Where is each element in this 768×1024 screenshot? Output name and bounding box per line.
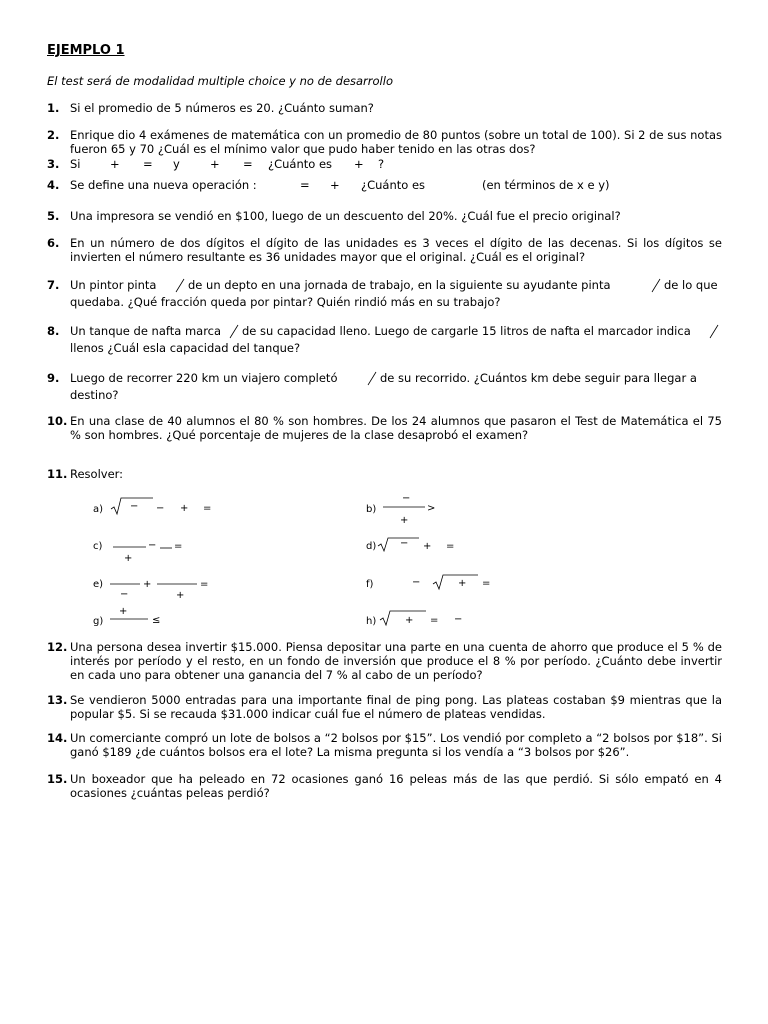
q3-part: = [243, 157, 253, 171]
question-number: 3. [47, 157, 60, 171]
page-title: EJEMPLO 1 [47, 43, 125, 58]
question-number: 5. [47, 209, 60, 223]
question-text: En un número de dos dígitos el dígito de las unidades es 3 veces el dígito de las decenas. Si los dígitos se invierten el número resultante es 36 unidades mayor que el original. ¿Cuál es el original? [70, 236, 722, 264]
exercise-label: d) [366, 541, 377, 552]
question-text: Enrique dio 4 exámenes de matemática con un promedio de 80 puntos (sobre un total de 100). Si 2 de sus notas fueron 65 y 70 ¿Cuál es el mínimo valor que pudo haber tenido en las otras dos? [70, 128, 722, 156]
question-number: 1. [47, 101, 60, 115]
q3-part: y [173, 157, 180, 171]
intro-text: El test será de modalidad multiple choice y no de desarrollo [47, 74, 393, 88]
exercise-symbol: − [120, 589, 129, 600]
question-text: Si el promedio de 5 números es 20. ¿Cuánto suman? [70, 101, 374, 115]
exercise-symbol: + [180, 503, 189, 514]
exercise-e [93, 579, 208, 601]
exercise-d [366, 538, 454, 552]
question-text: Una impresora se vendió en $100, luego de un descuento del 20%. ¿Cuál fue el precio original? [70, 209, 621, 223]
q4-part: + [330, 178, 340, 192]
question-text: Se vendieron 5000 entradas para una importante final de ping pong. Las plateas costaban $9 mientras que la popular $5. Si se recauda $31.000 indicar cuál fue el número de plateas vendidas. [70, 693, 722, 721]
question-number: 14. [47, 731, 68, 745]
question-text: Una persona desea invertir $15.000. Piensa depositar una parte en una cuenta de ahorro que produce el 5 % de interés por período y el resto, en un fondo de inversión que produce el 8 % por período. ¿Cuánto debe invertir en cada uno para obtener una ganancia del 7 % al cabo de un período? [70, 640, 722, 682]
exercise-symbol: = [482, 578, 491, 589]
q4-part: = [300, 178, 310, 192]
exercise-g [93, 606, 160, 627]
question-number: 12. [47, 640, 68, 654]
sqrt-sign [433, 575, 478, 589]
exercise-label: b) [366, 504, 377, 515]
q3-part: + [354, 157, 364, 171]
exercise-label: h) [366, 616, 377, 627]
exercise-symbol: > [427, 503, 436, 514]
q3-part: ? [378, 157, 385, 171]
q7-text: de lo que [664, 278, 718, 292]
q4-part: ¿Cuánto es [361, 178, 426, 192]
exercise-symbol: = [203, 503, 212, 514]
q7-text: Un pintor pinta [70, 278, 157, 292]
exercise-symbol: − [130, 501, 139, 512]
q3-part: + [210, 157, 220, 171]
exercise-symbol: − [148, 540, 157, 551]
exercise-symbol: = [430, 615, 439, 626]
exercise-label: c) [93, 541, 103, 552]
question-text: En una clase de 40 alumnos el 80 % son hombres. De los 24 alumnos que pasaron el Test de Matemática el 75 % son hombres. ¿Qué porcentaje de mujeres de la clase desaprobó el examen? [70, 414, 722, 442]
question-text: Resolver: [70, 467, 124, 481]
exercise-symbol: + [405, 615, 414, 626]
exercise-symbol: + [400, 515, 409, 526]
exercise-symbol: = [446, 541, 455, 552]
exercise-symbol: + [458, 578, 467, 589]
exercise-h [366, 611, 462, 627]
q3-part: Si [70, 157, 81, 171]
exercise-c [93, 540, 182, 564]
question-number: 4. [47, 178, 60, 192]
exercise-b [366, 493, 435, 526]
question-text: Un comerciante compró un lote de bolsos a “2 bolsos por $15”. Los vendió por completo a “2 bolsos por $18”. Si ganó $189 ¿de cuántos bolsos era el lote? La misma pregunta si los vendía a “3 bolsos por $26”. [70, 731, 722, 759]
q8-text: llenos ¿Cuál esla capacidad del tanque? [70, 341, 301, 355]
exercise-symbol: + [176, 590, 185, 601]
exercise-symbol: = [200, 579, 209, 590]
question-number: 13. [47, 693, 68, 707]
question-number: 8. [47, 324, 60, 338]
exercise-symbol: + [124, 553, 133, 564]
exercise-symbol: ≤ [152, 615, 161, 626]
q7-text: de un depto en una jornada de trabajo, en la siguiente su ayudante pinta [188, 278, 611, 292]
exercise-label: a) [93, 504, 104, 515]
exercise-symbol: + [143, 579, 152, 590]
exercise-a [93, 498, 211, 515]
q9-text: destino? [70, 388, 119, 402]
exercise-symbol: = [174, 541, 183, 552]
q3-part: + [110, 157, 120, 171]
sqrt-sign [378, 538, 419, 551]
exercise-symbol: − [454, 614, 463, 625]
question-number: 10. [47, 414, 68, 428]
q7-text: quedaba. ¿Qué fracción queda por pintar? Quién rindió más en su trabajo? [70, 295, 501, 309]
question-number: 15. [47, 772, 68, 786]
exercise-label: e) [93, 579, 104, 590]
exercise-symbol: − [156, 503, 165, 514]
question-number: 2. [47, 128, 60, 142]
q4-part: Se define una nueva operación : [70, 178, 257, 192]
exercise-symbol: − [400, 538, 409, 549]
q9-text: de su recorrido. ¿Cuántos km debe seguir para llegar a [380, 371, 697, 385]
question-number: 7. [47, 278, 60, 292]
question-number: 9. [47, 371, 60, 385]
exercise-f [366, 575, 490, 590]
sqrt-sign [380, 611, 426, 625]
question-number: 11. [47, 467, 68, 481]
exercise-symbol: − [402, 493, 411, 504]
q9-text: Luego de recorrer 220 km un viajero completó [70, 371, 338, 385]
q8-text: Un tanque de nafta marca [70, 324, 222, 338]
exercise-label: f) [366, 579, 374, 590]
exercise-symbol: + [423, 541, 432, 552]
q3-part: ¿Cuánto es [268, 157, 333, 171]
exercise-symbol: − [412, 577, 421, 588]
q8-text: de su capacidad lleno. Luego de cargarle 15 litros de nafta el marcador indica [242, 324, 691, 338]
question-number: 6. [47, 236, 60, 250]
exercise-label: g) [93, 616, 104, 627]
question-text: Un boxeador que ha peleado en 72 ocasiones ganó 16 peleas más de las que perdió. Si sólo empató en 4 ocasiones ¿cuántas peleas perdió? [70, 772, 722, 800]
q3-part: = [143, 157, 153, 171]
q4-part: (en términos de x e y) [482, 178, 610, 192]
exercise-symbol: + [119, 606, 128, 617]
